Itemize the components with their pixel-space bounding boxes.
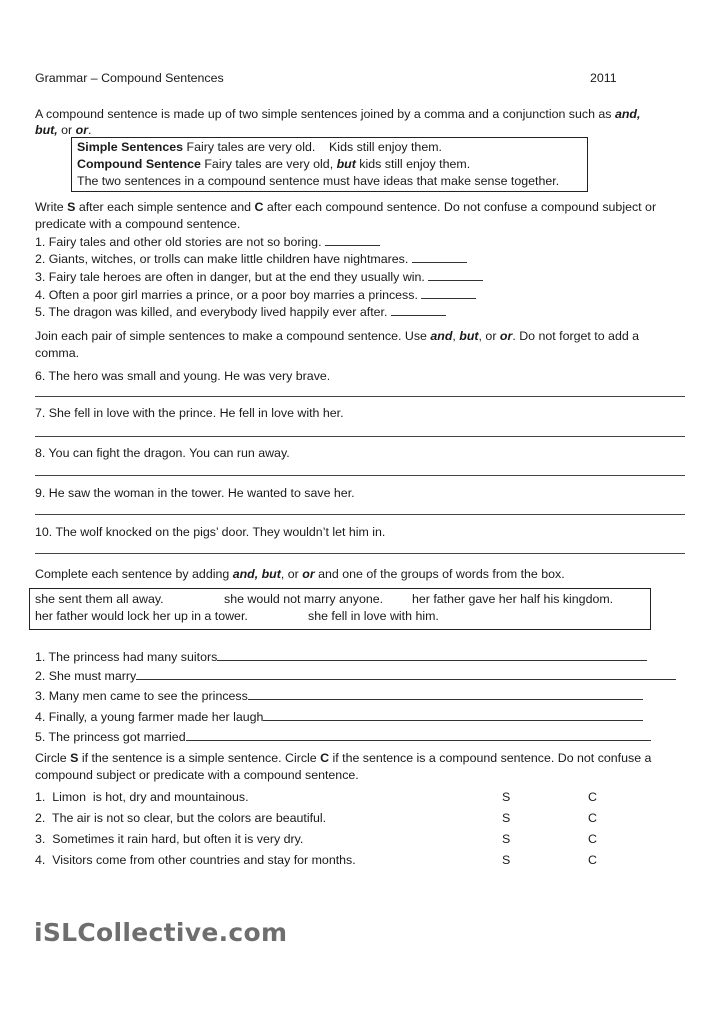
intro-line-2: but, or or. [35, 123, 92, 137]
list-item: 1. Limon is hot, dry and mountainous. [35, 790, 249, 804]
choice-c[interactable]: C [588, 853, 597, 867]
word-box-option: she sent them all away. [35, 592, 164, 606]
list-item: 7. She fell in love with the prince. He fell in love with her. [35, 406, 344, 420]
list-item: 3. Sometimes it rain hard, but often it is very dry. [35, 832, 304, 846]
word-box-option: her father gave her half his kingdom. [412, 592, 614, 606]
list-item: 4. Visitors come from other countries and stay for months. [35, 853, 356, 867]
list-item: 10. The wolf knocked on the pigs’ door. They wouldn’t let him in. [35, 525, 386, 539]
section4-instructions-line1: Circle S if the sentence is a simple sentence. Circle C if the sentence is a compound sentence. Do not confuse a [35, 751, 652, 765]
answer-blank[interactable] [428, 269, 483, 281]
site-logo: iSLCollective.com [34, 918, 288, 947]
list-item: 1. Fairy tales and other old stories are not so boring. [35, 234, 380, 250]
word-box-option: she would not marry anyone. [224, 592, 384, 606]
example-note: The two sentences in a compound sentence must have ideas that make sense together. [77, 174, 560, 188]
choice-s[interactable]: S [502, 832, 511, 846]
section1-instructions-line1: Write S after each simple sentence and C after each compound sentence. Do not confuse a compound subject or [35, 200, 657, 214]
simple-sentences-example: Simple Sentences Fairy tales are very old. Kids still enjoy them. [77, 140, 442, 154]
list-item: 1. The princess had many suitors [35, 649, 647, 665]
page-title: Grammar – Compound Sentences [35, 71, 224, 85]
answer-blank[interactable] [186, 729, 651, 741]
compound-sentence-example: Compound Sentence Fairy tales are very old, but kids still enjoy them. [77, 157, 471, 171]
answer-blank[interactable] [217, 649, 647, 661]
section1-instructions-line2: predicate with a compound sentence. [35, 217, 241, 231]
answer-blank[interactable] [136, 668, 676, 680]
intro-line-1: A compound sentence is made up of two simple sentences joined by a comma and a conjunction such as and, [35, 107, 641, 121]
choice-c[interactable]: C [588, 832, 597, 846]
list-item: 9. He saw the woman in the tower. He wanted to save her. [35, 486, 355, 500]
list-item: 2. The air is not so clear, but the colors are beautiful. [35, 811, 327, 825]
word-box-option: her father would lock her up in a tower. [35, 609, 248, 623]
section2-instructions-line1: Join each pair of simple sentences to make a compound sentence. Use and, but, or or. Do not forget to add a [35, 329, 640, 343]
choice-c[interactable]: C [588, 811, 597, 825]
choice-c[interactable]: C [588, 790, 597, 804]
section4-instructions-line2: compound subject or predicate with a compound sentence. [35, 768, 359, 782]
list-item: 2. Giants, witches, or trolls can make little children have nightmares. [35, 251, 467, 267]
choice-s[interactable]: S [502, 853, 511, 867]
answer-blank[interactable] [263, 709, 643, 721]
answer-line[interactable] [35, 475, 685, 476]
answer-blank[interactable] [421, 287, 476, 299]
answer-line[interactable] [35, 553, 685, 554]
answer-blank[interactable] [325, 234, 380, 246]
list-item: 3. Many men came to see the princess [35, 688, 643, 704]
list-item: 5. The dragon was killed, and everybody lived happily ever after. [35, 304, 446, 320]
answer-line[interactable] [35, 514, 685, 515]
choice-s[interactable]: S [502, 811, 511, 825]
answer-blank[interactable] [412, 251, 467, 263]
list-item: 8. You can fight the dragon. You can run away. [35, 446, 290, 460]
answer-line[interactable] [35, 436, 685, 437]
choice-s[interactable]: S [502, 790, 511, 804]
list-item: 4. Finally, a young farmer made her laugh [35, 709, 643, 725]
section3-instructions: Complete each sentence by adding and, but, or or and one of the groups of words from the box. [35, 567, 565, 581]
list-item: 6. The hero was small and young. He was very brave. [35, 369, 331, 383]
list-item: 2. She must marry [35, 668, 676, 684]
section2-instructions-line2: comma. [35, 346, 80, 360]
list-item: 4. Often a poor girl marries a prince, or a poor boy marries a princess. [35, 287, 476, 303]
year: 2011 [590, 71, 617, 85]
list-item: 3. Fairy tale heroes are often in danger, but at the end they usually win. [35, 269, 483, 285]
answer-line[interactable] [35, 396, 685, 397]
answer-blank[interactable] [391, 304, 446, 316]
list-item: 5. The princess got married [35, 729, 651, 745]
answer-blank[interactable] [248, 688, 643, 700]
word-box-option: she fell in love with him. [308, 609, 439, 623]
